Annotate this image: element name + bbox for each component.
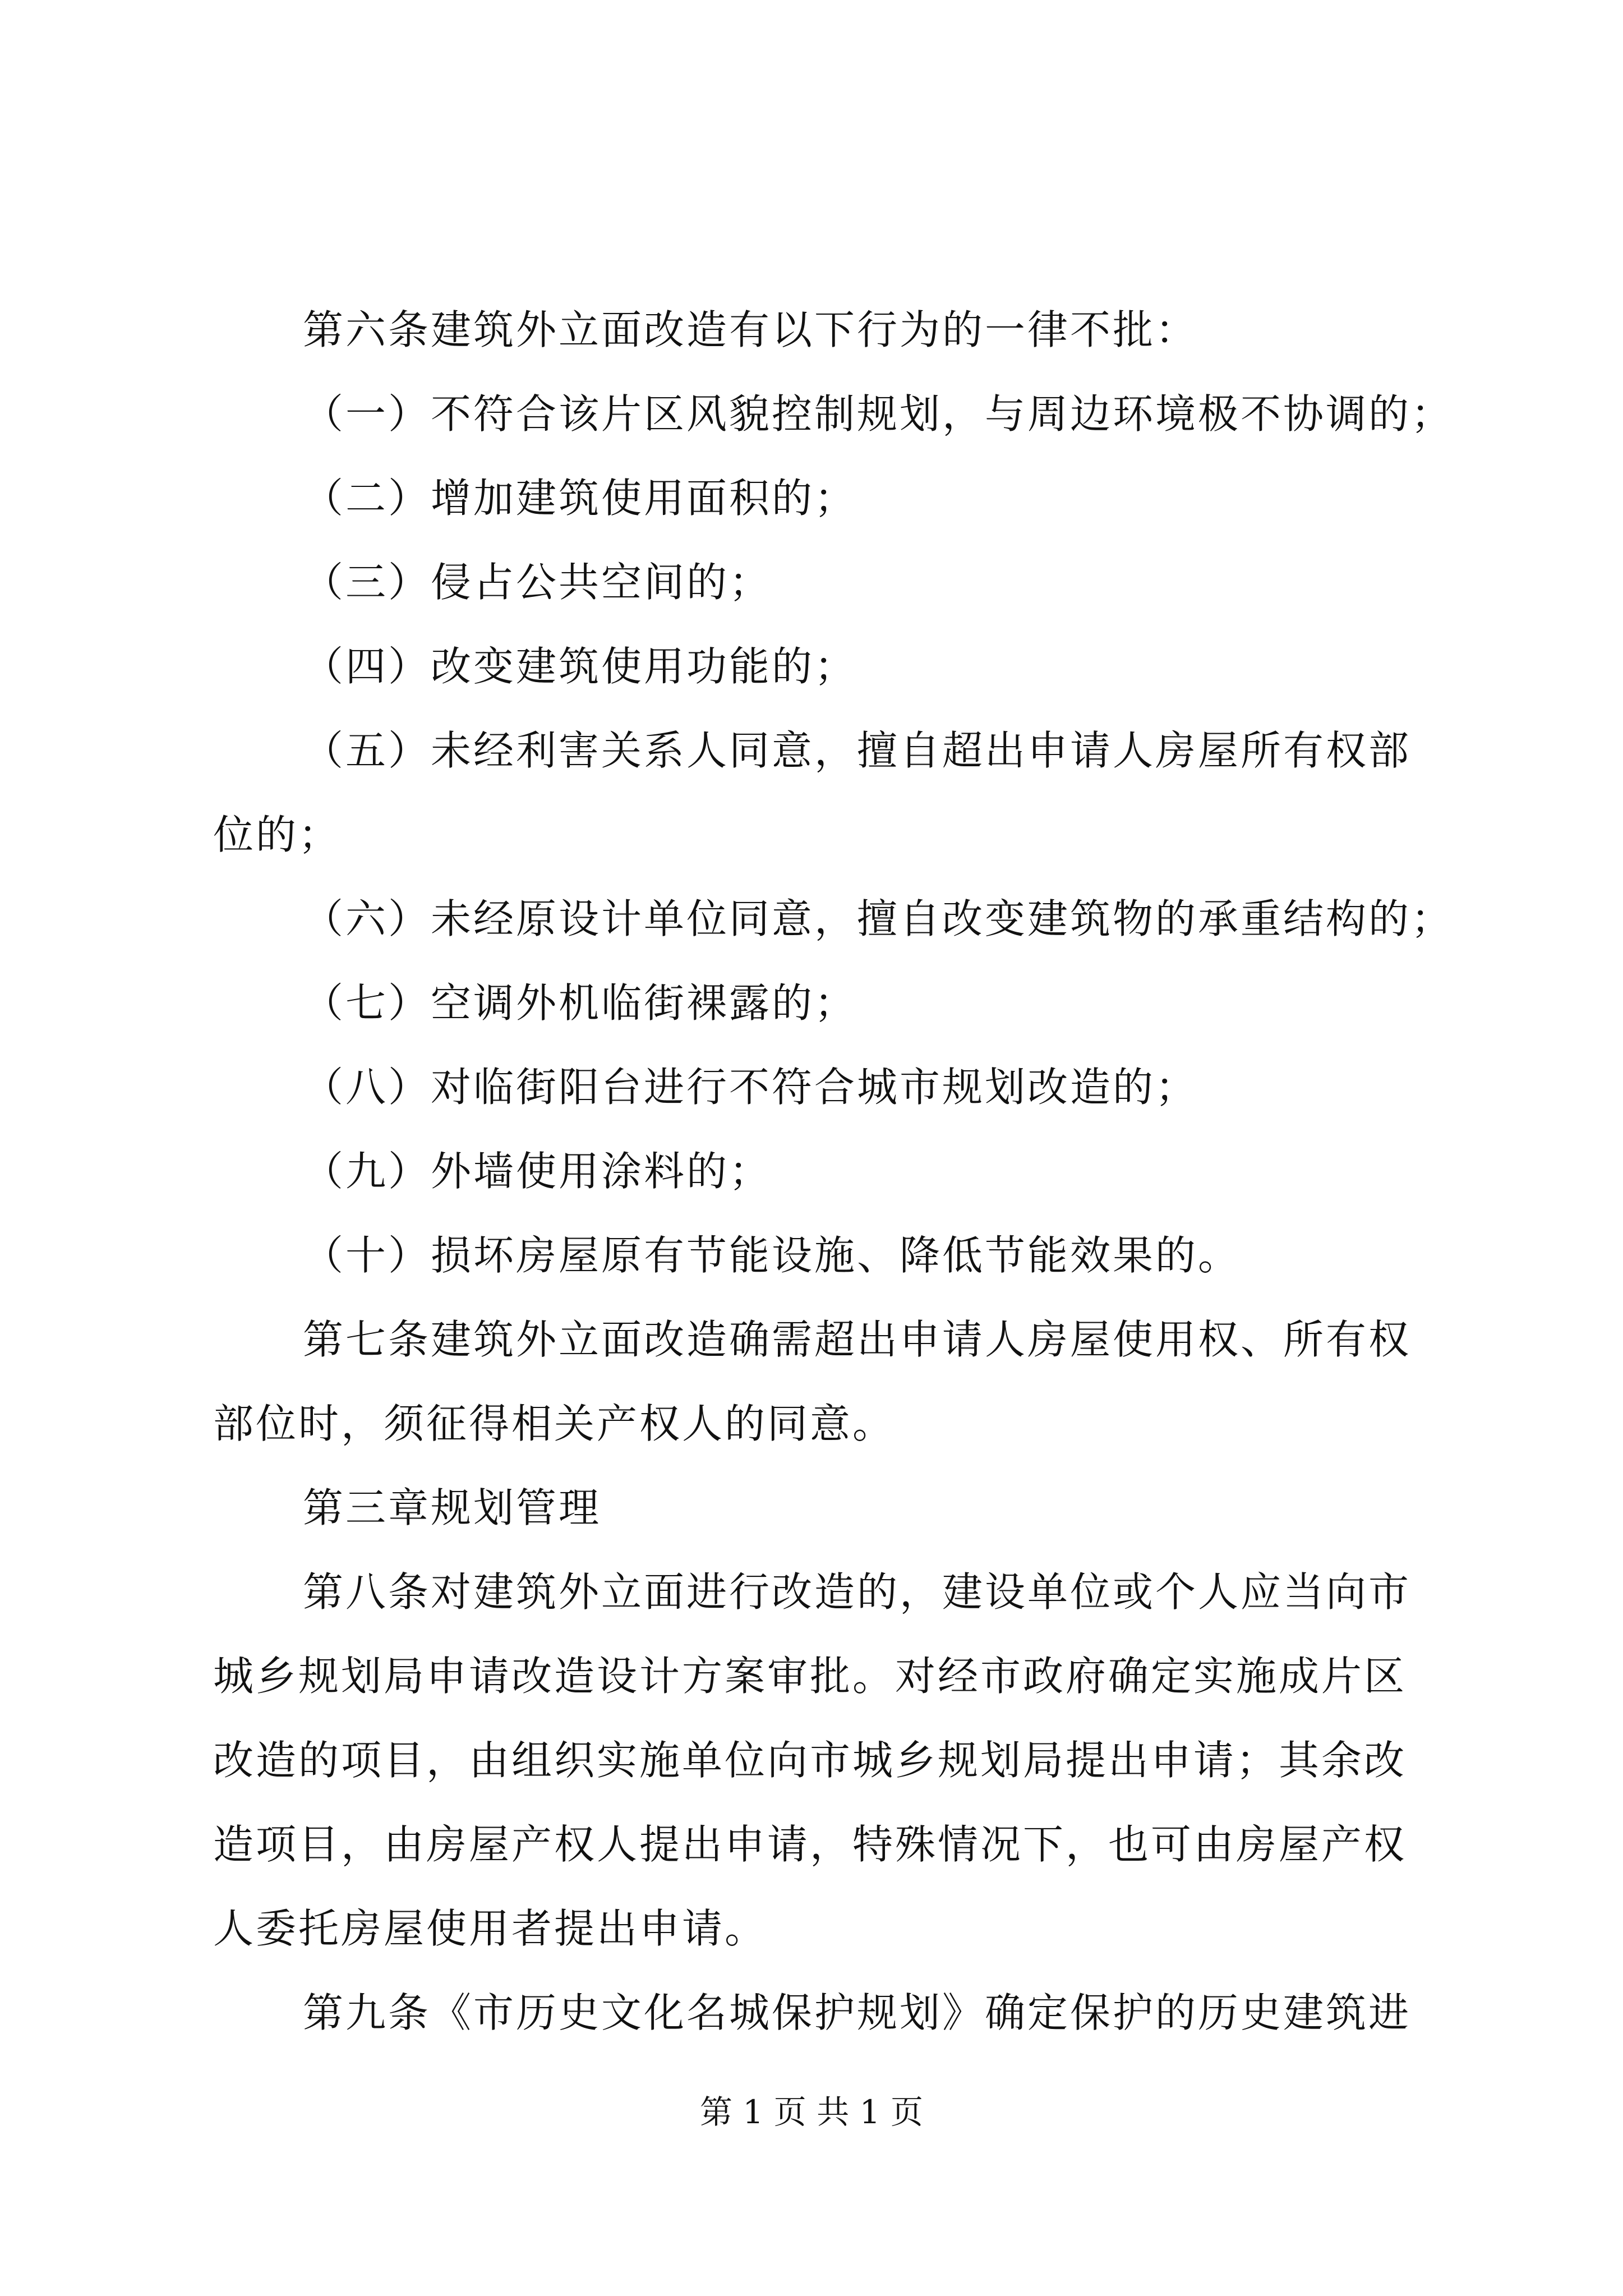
text-line: （一）不符合该片区风貌控制规划，与周边环境极不协调的； xyxy=(303,390,1454,438)
text-line: （四）改变建筑使用功能的； xyxy=(303,643,857,690)
text-line: 改造的项目，由组织实施单位向市城乡规划局提出申请；其余改 xyxy=(213,1737,1407,1784)
text-line: 位的； xyxy=(213,811,342,858)
text-line: （二）增加建筑使用面积的； xyxy=(303,475,857,522)
text-line: （七）空调外机临街裸露的； xyxy=(303,979,857,1027)
text-line: （十）损坏房屋原有节能设施、降低节能效果的。 xyxy=(303,1232,1241,1279)
text-line: （五）未经利害关系人同意，擅自超出申请人房屋所有权部 xyxy=(303,727,1412,774)
text-line: （三）侵占公共空间的； xyxy=(303,559,772,606)
text-line: 第九条《市历史文化名城保护规划》确定保护的历史建筑进 xyxy=(303,1989,1412,2036)
text-line: 第七条建筑外立面改造确需超出申请人房屋使用权、所有权 xyxy=(303,1316,1412,1363)
text-line: （八）对临街阳台进行不符合城市规划改造的； xyxy=(303,1064,1198,1111)
text-line: 第八条对建筑外立面进行改造的，建设单位或个人应当向市 xyxy=(303,1568,1412,1616)
text-line: （六）未经原设计单位同意，擅自改变建筑物的承重结构的； xyxy=(303,895,1454,942)
chapter-heading: 第三章规划管理 xyxy=(303,1484,602,1531)
text-line: 城乡规划局申请改造设计方案审批。对经市政府确定实施成片区 xyxy=(213,1653,1407,1700)
text-line: （九）外墙使用涂料的； xyxy=(303,1148,772,1195)
text-line: 人委托房屋使用者提出申请。 xyxy=(213,1905,768,1952)
text-line: 部位时，须征得相关产权人的同意。 xyxy=(213,1400,896,1447)
text-line: 造项目，由房屋产权人提出申请，特殊情况下，也可由房屋产权 xyxy=(213,1821,1407,1868)
text-line: 第六条建筑外立面改造有以下行为的一律不批： xyxy=(303,306,1198,353)
page-footer: 第 1 页 共 1 页 xyxy=(700,2093,923,2131)
